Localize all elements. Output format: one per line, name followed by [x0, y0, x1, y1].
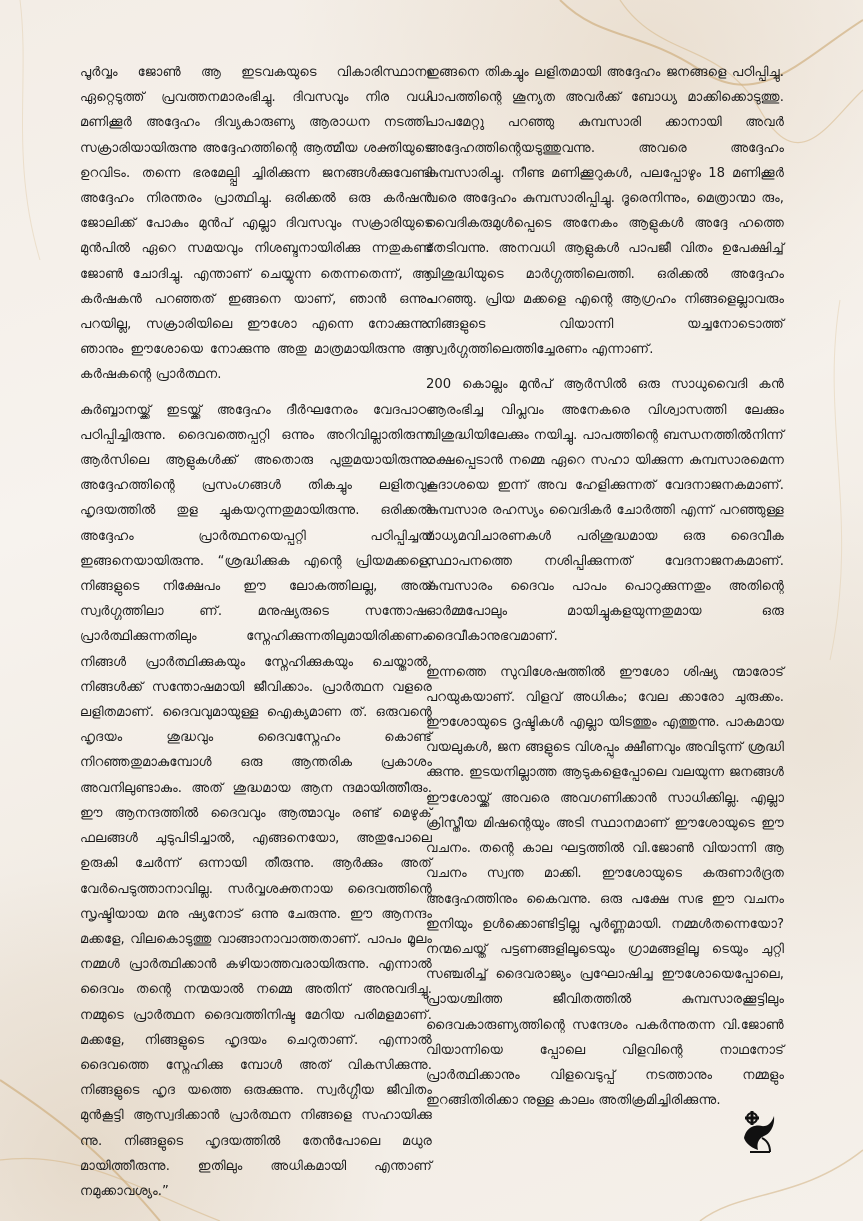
right-paragraph-1: ഇങ്ങനെ തികച്ചും ലളിതമായി അദ്ദേഹം ജനങ്ങളെ പഠിപ്പിച്ചു. പാപത്തിന്റെ ശൂന്യത അവർക്ക് ബോധ്യ മാക്കിക്കൊടുത്തു. പാപമേറ്റു പറഞ്ഞു കുമ്പസാരി ക്കാനായി അവർ അദ്ദേഹത്തിന്റെയടുത്തുവന്നു. അവരെ അദ്ദേഹം കുമ്പസാരിച്ചു. നീണ്ട മണിക്കൂറുകൾ, പലപ്പോഴും 18 മണിക്കൂർ വരെ അദ്ദേഹം കുമ്പസാരിപ്പിച്ചു. ദൂരെനിന്നും, മെത്രാന്മാ രും, വൈദികരുമുൾപ്പെടെ അനേകം ആളുകൾ അദ്ദേ ഹത്തെ തേടിവന്നു. അനവധി ആളുകൾ പാപജീ വിതം ഉപേക്ഷിച്ച് വിശുദ്ധിയുടെ മാർഗ്ഗത്തിലെത്തി. ഒരിക്കൽ അദ്ദേഹം പറഞ്ഞു. പ്രിയ മക്കളെ എന്റെ ആഗ്രഹം നിങ്ങളെല്ലാവരും നിങ്ങളുടെ വിയാന്നി യച്ചനോടൊത്ത് സ്വർഗ്ഗത്തിലെത്തിച്ചേരണം എന്നാണ്. — [426, 65, 784, 358]
left-paragraph-1: പൂർവ്വം ജോൺ ആ ഇടവകയുടെ വികാരിസ്ഥാനം ഏറ്റെടുത്ത് പ്രവത്തനമാരംഭിച്ചു. ദിവസവും നിര വധി മണിക്കൂർ അദ്ദേഹം ദിവ്യകാരുണ്യ ആരാധന നടത്തി. സക്രാരിയായിരുന്നു അദ്ദേഹത്തിന്റെ ആത്മീയ ശക്തിയുടെ ഉറവിടം. തന്നെ ഭരമേല്പ്പി ച്ചിരിക്കുന്ന ജനങ്ങൾക്കുവേണ്ടി അദ്ദേഹം നിരന്തരം പ്രാത്ഥിച്ചു. ഒരിക്കൽ ഒരു കർഷൻ ജോലിക്ക് പോകും മുൻപ് എല്ലാ ദിവസവും സക്രാരിയുടെ മുൻപിൽ ഏറെ സമയവും നിശബ്ദനായിരിക്കു ന്നതുകണ്ട് ജോൺ ചോദിച്ചു. എന്താണ് ചെയ്യുന്ന തെന്നതെന്ന്, ആ കർഷകൻ പറഞ്ഞത് ഇങ്ങനെ യാണ്, ഞാൻ ഒന്നും പറയില്ല, സക്രാരിയിലെ ഈശോ എന്നെ നോക്കുന്നു. ഞാനും ഈശോയെ നോക്കുന്നു അതു മാത്രമായിരുന്നു ആ കർഷകന്റെ പ്രാർത്ഥന. — [80, 65, 432, 383]
left-paragraph-2: കുർബ്ബാനയ്ക്ക് ഇടയ്ക്ക് അദ്ദേഹം ദീർഘനേരം വേദപാഠം പഠിപ്പിച്ചിരുന്നു. ദൈവത്തെപ്പറ്റി ഒന്നും അറിവില്ലാതിരുന്ന ആർസിലെ ആളുകൾക്ക് അതൊരു പുതുമയായിരുന്നു. അദ്ദേഹത്തിന്റെ പ്രസംഗങ്ങൾ തികച്ചും ലളിതവും ഹൃദയത്തിൽ തുള ച്ചുകയറുന്നതുമായിരുന്നു. ഒരിക്കൽ അദ്ദേഹം പ്രാർത്ഥനയെപ്പറ്റി പഠിപ്പിച്ചത് ഇങ്ങനെയായിരുന്നു. “ശ്രദ്ധിക്കുക എന്റെ പ്രിയമക്കളെ, നിങ്ങളുടെ നിക്ഷേപം ഈ ലോകത്തിലല്ല, അത് സ്വർഗ്ഗത്തിലാ ണ്. മനുഷ്യരുടെ സന്തോഷം പ്രാർത്ഥിക്കുന്നതിലും സ്നേഹിക്കുന്നതിലുമായിരിക്കണം. നിങ്ങൾ പ്രാർത്ഥിക്കുകയും സ്നേഹിക്കുകയും ചെയ്താൽ, നിങ്ങൾക്ക് സന്തോഷമായി ജീവിക്കാം. പ്രാർത്ഥന വളരെ ലളിതമാണ്. ദൈവവുമായുള്ള ഐക്യമാണ ത്. ഒരുവന്റെ ഹൃദയം ശുദ്ധവും ദൈവസ്നേഹം കൊണ്ട് നിറഞ്ഞതുമാകുമ്പോൾ ഒരു ആന്തരിക പ്രകാശം അവനിലുണ്ടാകും. അത് ശുദ്ധമായ ആന ന്ദമായിത്തീരും. ഈ ആനന്ദത്തിൽ ദൈവവും ആത്മാവും രണ്ട് മെഴുക് ഫലങ്ങൾ ചുടുപിടിച്ചാൽ, എങ്ങനെയോ, അതുപോലെ ഉരുകി ചേർന്ന് ഒന്നായി തീരുന്നു. ആർക്കും അത് വേർപെടുത്താനാവില്ല. സർവ്വശക്തനായ ദൈവത്തിന്റെ സൃഷ്ടിയായ മനു ഷ്യനോട് ഒന്നു ചേരുന്നു. ഈ ആനന്ദം മക്കളേ, വിലകൊടുത്തു വാങ്ങാനാവാത്തതാണ്. പാപം മൂലം നമ്മൾ പ്രാർത്ഥിക്കാൻ കഴിയാത്തവരായിരുന്നു. എന്നാൽ ദൈവം തന്റെ നന്മയാൽ നമ്മെ അതിന് അനുവദിച്ചു. നമ്മുടെ പ്രാർത്ഥന ദൈവത്തിനിഷ്ട മേറിയ പരിമളമാണ്. മക്കളേ, നിങ്ങളുടെ ഹൃദയം ചെറുതാണ്. എന്നാൽ ദൈവത്തെ സ്നേഹിക്കു മ്പോൾ അത് വികസിക്കുന്നു. നിങ്ങളുടെ ഹൃദ യത്തെ ഒരുക്കുന്നു. സ്വർഗ്ഗീയ ജീവിതം മുൻകൂട്ടി ആസ്വദിക്കാൻ പ്രാർത്ഥന നിങ്ങളെ സഹായിക്കു ന്നു. നിങ്ങളുടെ ഹൃദയത്തിൽ തേൻപോലെ മധുര മായിത്തീരുന്നു. ഇതിലും അധികമായി എന്താണ് നമുക്കാവശ്യം.” — [80, 402, 432, 1199]
right-paragraph-2: 200 കൊല്ലം മുൻപ് ആർസിൽ ഒരു സാധുവൈദി കൻ ആരംഭിച്ച വിപ്ലവം അനേകരെ വിശ്വാസത്തി ലേക്കും വിശുദ്ധിയിലേക്കും നയിച്ചു. പാപത്തിന്റെ ബന്ധനത്തിൽനിന്ന് രക്ഷപ്പെടാൻ നമ്മെ ഏറെ സഹാ യിക്കുന്ന കുമ്പസാരമെന്ന കൂദാശയെ ഇന്ന് അവ ഹേളിക്കുന്നത് വേദനാജനകമാണ്. കുമ്പസാര രഹസ്യം വൈദികർ ചോർത്തി എന്ന് പറഞ്ഞുള്ള മാധ്യമവിചാരണകൾ പരിശുദ്ധമായ ഒരു ദൈവീക സ്ഥാപനത്തെ നശിപ്പിക്കുന്നത് വേദനാജനകമാണ്. കുമ്പസാരം ദൈവം പാപം പൊറുക്കുന്നതും അതിന്റെ ഓർമ്മപോലും മായിച്ചുകളയുന്നതുമായ ഒരു ദൈവീകാനുഭവമാണ്. — [426, 377, 784, 645]
right-column — [426, 60, 784, 1123]
right-paragraph-3: ഇന്നത്തെ സുവിശേഷത്തിൽ ഈശോ ശിഷ്യ ന്മാരോട് പറയുകയാണ്. വിളവ് അധികം; വേല ക്കാരോ ചുരുക്കം. ഈശോയുടെ ദൃഷ്ടികൾ എല്ലാ യിടത്തും എത്തുന്നു. പാകമായ വയലുകൾ, ജന ങ്ങളുടെ വിശപ്പും ക്ഷീണവും അവിടുന്ന് ശ്രദ്ധി ക്കുന്നു. ഇടയനില്ലാത്ത ആടുകളെപ്പോലെ വലയുന്ന ജനങ്ങൾ ഈശോയ്ക്ക് അവരെ അവഗണിക്കാൻ സാധിക്കില്ല. എല്ലാ ക്രിസ്തീയ മിഷന്റെയും അടി സ്ഥാനമാണ് ഈശോയുടെ ഈ വചനം. തന്റെ കാല ഘട്ടത്തിൽ വി.ജോൺ വിയാന്നി ആ വചനം സ്വന്ത മാക്കി. ഈശോയുടെ കരുണാർദ്രത അദ്ദേഹത്തിനും കൈവന്നു. ഒരു പക്ഷേ സഭ ഈ വചനം ഇനിയും ഉൾക്കൊണ്ടിട്ടില്ല പൂർണ്ണമായി. നമ്മൾതന്നെയോ? നന്മചെയ്ത് പട്ടണങ്ങളിലൂടെയും ഗ്രാമങ്ങളിലൂ ടെയും ചുറ്റി സഞ്ചരിച്ച് ദൈവരാജ്യം പ്രഘോഷിച്ച ഈശോയെപ്പോലെ, പ്രായശ്ചിത്ത ജീവിതത്തിൽ കുമ്പസാരക്കൂട്ടിലും ദൈവകാരുണ്യത്തിന്റെ സന്ദേശം പകർന്നുതന്ന വി.ജോൺ വിയാന്നിയെ പ്പോലെ വിളവിന്റെ നാഥനോട് പ്രാർത്ഥിക്കാനും വിളവെടുപ്പ് നടത്താനും നമ്മളും ഇറങ്ങിതിരിക്കാ നുള്ള കാലം അതിക്രമിച്ചിരിക്കുന്നു. — [426, 664, 784, 1109]
left-column — [80, 60, 432, 1214]
dove-cross-logo-icon — [740, 1108, 778, 1156]
